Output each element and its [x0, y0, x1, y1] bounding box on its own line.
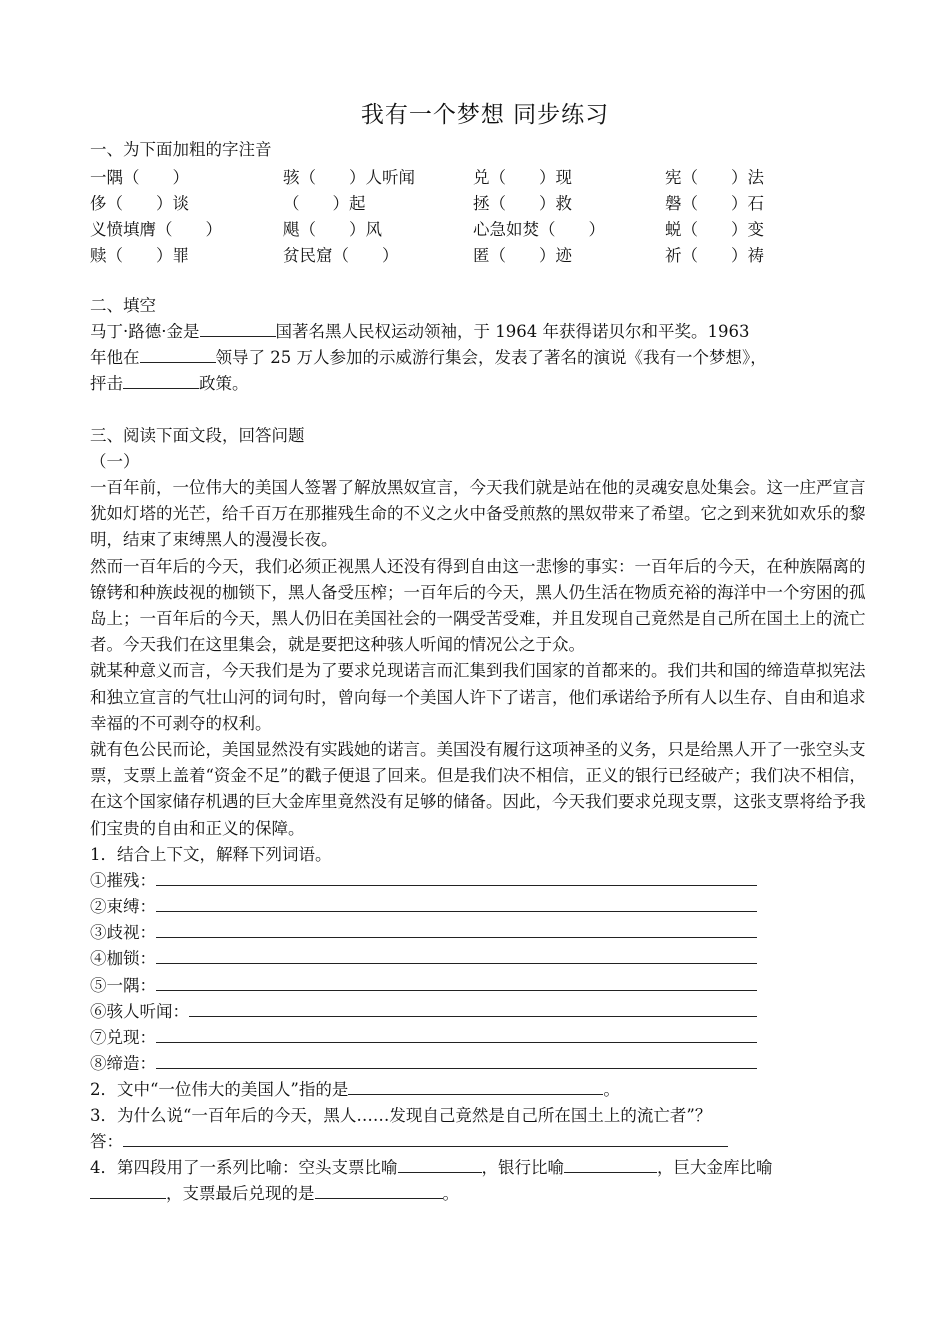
pinyin-item: 祈（ ）祷: [665, 246, 764, 265]
table-row: [90, 241, 865, 267]
answer-blank[interactable]: [156, 1051, 757, 1069]
pinyin-item: 赎（ ）罪: [90, 246, 189, 265]
definition-row: ⑧缔造：: [90, 1051, 880, 1077]
pinyin-item: （ ）起: [283, 194, 366, 213]
passage-label: （一）: [90, 452, 140, 471]
fill-line-3: 抨击 政策。: [90, 371, 880, 397]
pinyin-item: 匿（ ）迹: [473, 246, 572, 265]
fill-blank[interactable]: [200, 319, 276, 337]
answer-blank[interactable]: [156, 920, 757, 938]
answer-blank[interactable]: [189, 999, 757, 1017]
definition-row: ③歧视：: [90, 920, 880, 946]
question-2: 2．文中“一位伟大的美国人”指的是 。: [90, 1077, 880, 1103]
pinyin-item: 飓（ ）风: [283, 220, 382, 239]
pinyin-item: 骇（ ）人听闻: [283, 168, 415, 187]
definition-row: ⑥骇人听闻：: [90, 999, 880, 1025]
section3-heading: 三、阅读下面文段，回答问题: [90, 426, 305, 445]
table-row: [90, 215, 865, 241]
pinyin-table: [90, 163, 865, 267]
worksheet-page: [90, 96, 880, 1207]
answer-blank[interactable]: [156, 1025, 757, 1043]
pinyin-item: 贫民窟（ ）: [283, 246, 399, 265]
answer-blank[interactable]: [156, 973, 757, 991]
fill-blank[interactable]: [140, 345, 216, 363]
passage-paragraph: 就某种意义而言，今天我们是为了要求兑现诺言而汇集到我们国家的首都来的。我们共和国的缔造草拟宪法和独立宣言的气壮山河的词句时，曾向每一个美国人许下了诺言，他们承诺给予所有人以生存、自由和追求幸福的不可剥夺的权利。: [90, 661, 866, 733]
passage-paragraph: 然而一百年后的今天，我们必须正视黑人还没有得到自由这一悲惨的事实：一百年后的今天，在种族隔离的镣铐和种族歧视的枷锁下，黑人备受压榨；一百年后的今天，黑人仍生活在物质充裕的海洋中一个穷困的孤岛上；一百年后的今天，黑人仍旧在美国社会的一隅受苦受难，并且发现自己竟然是自己所在国土上的流亡者。今天我们在这里集会，就是要把这种骇人听闻的情况公之于众。: [90, 556, 866, 655]
definition-row: ②束缚：: [90, 894, 880, 920]
definition-row: ⑤一隅：: [90, 973, 880, 999]
question-1: 1．结合上下文，解释下列词语。: [90, 844, 332, 864]
table-row: [90, 163, 865, 189]
pinyin-item: 一隅（ ）: [90, 168, 189, 187]
answer-blank[interactable]: [90, 1181, 166, 1199]
answer-blank[interactable]: [398, 1155, 482, 1173]
section2-heading: 二、填空: [90, 296, 156, 315]
answer-blank[interactable]: [564, 1155, 657, 1173]
passage-paragraph: 一百年前，一位伟大的美国人签署了解放黑奴宣言，今天我们就是站在他的灵魂安息处集会。这一庄严宣言犹如灯塔的光芒，给千百万在那摧残生命的不义之火中备受煎熬的黑奴带来了希望。它之到来犹如欢乐的黎明，结束了束缚黑人的漫漫长夜。: [90, 478, 866, 550]
answer-blank[interactable]: [348, 1077, 603, 1095]
answer-blank[interactable]: [315, 1181, 443, 1199]
pinyin-item: 宪（ ）法: [665, 168, 764, 187]
pinyin-item: 蜕（ ）变: [665, 220, 764, 239]
definition-row: ①摧残：: [90, 868, 880, 894]
answer-blank[interactable]: [156, 868, 757, 886]
pinyin-item: 心急如焚（ ）: [473, 220, 605, 239]
fill-blank[interactable]: [123, 371, 199, 389]
table-row: [90, 189, 865, 215]
pinyin-item: 磐（ ）石: [665, 194, 764, 213]
pinyin-item: 拯（ ）救: [473, 194, 572, 213]
answer-blank[interactable]: [156, 946, 757, 964]
answer-blank[interactable]: [123, 1129, 728, 1147]
pinyin-item: 义愤填膺（ ）: [90, 220, 222, 239]
pinyin-item: 兑（ ）现: [473, 168, 572, 187]
question-4-cont: ，支票最后兑现的是 。: [90, 1181, 880, 1207]
page-title: 我有一个梦想 同步练习: [360, 102, 610, 128]
answer-blank[interactable]: [156, 894, 757, 912]
fill-line-1: 马丁·路德·金是 国著名黑人民权运动领袖，于 1964 年获得诺贝尔和平奖。1963: [90, 319, 880, 345]
question-3-answer: 答：: [90, 1129, 880, 1155]
passage-paragraph: 就有色公民而论，美国显然没有实践她的诺言。美国没有履行这项神圣的义务，只是给黑人开了一张空头支票，支票上盖着“资金不足”的戳子便退了回来。但是我们决不相信，正义的银行已经破产；我们决不相信，在这个国家储存机遇的巨大金库里竟然没有足够的储备。因此，今天我们要求兑现支票，这张支票将给予我们宝贵的自由和正义的保障。: [90, 740, 866, 838]
question-4: 4．第四段用了一系列比喻：空头支票比喻 ，银行比喻 ，巨大金库比喻: [90, 1155, 880, 1181]
definition-row: ④枷锁：: [90, 946, 880, 972]
question-3: 3．为什么说“一百年后的今天，黑人……发现自己竟然是自己所在国土上的流亡者”？: [90, 1106, 712, 1126]
section1-heading: 一、为下面加粗的字注音: [90, 140, 272, 159]
fill-line-2: 年他在 领导了 25 万人参加的示威游行集会，发表了著名的演说《我有一个梦想》，: [90, 345, 880, 371]
definition-row: ⑦兑现：: [90, 1025, 880, 1051]
pinyin-item: 侈（ ）谈: [90, 194, 189, 213]
